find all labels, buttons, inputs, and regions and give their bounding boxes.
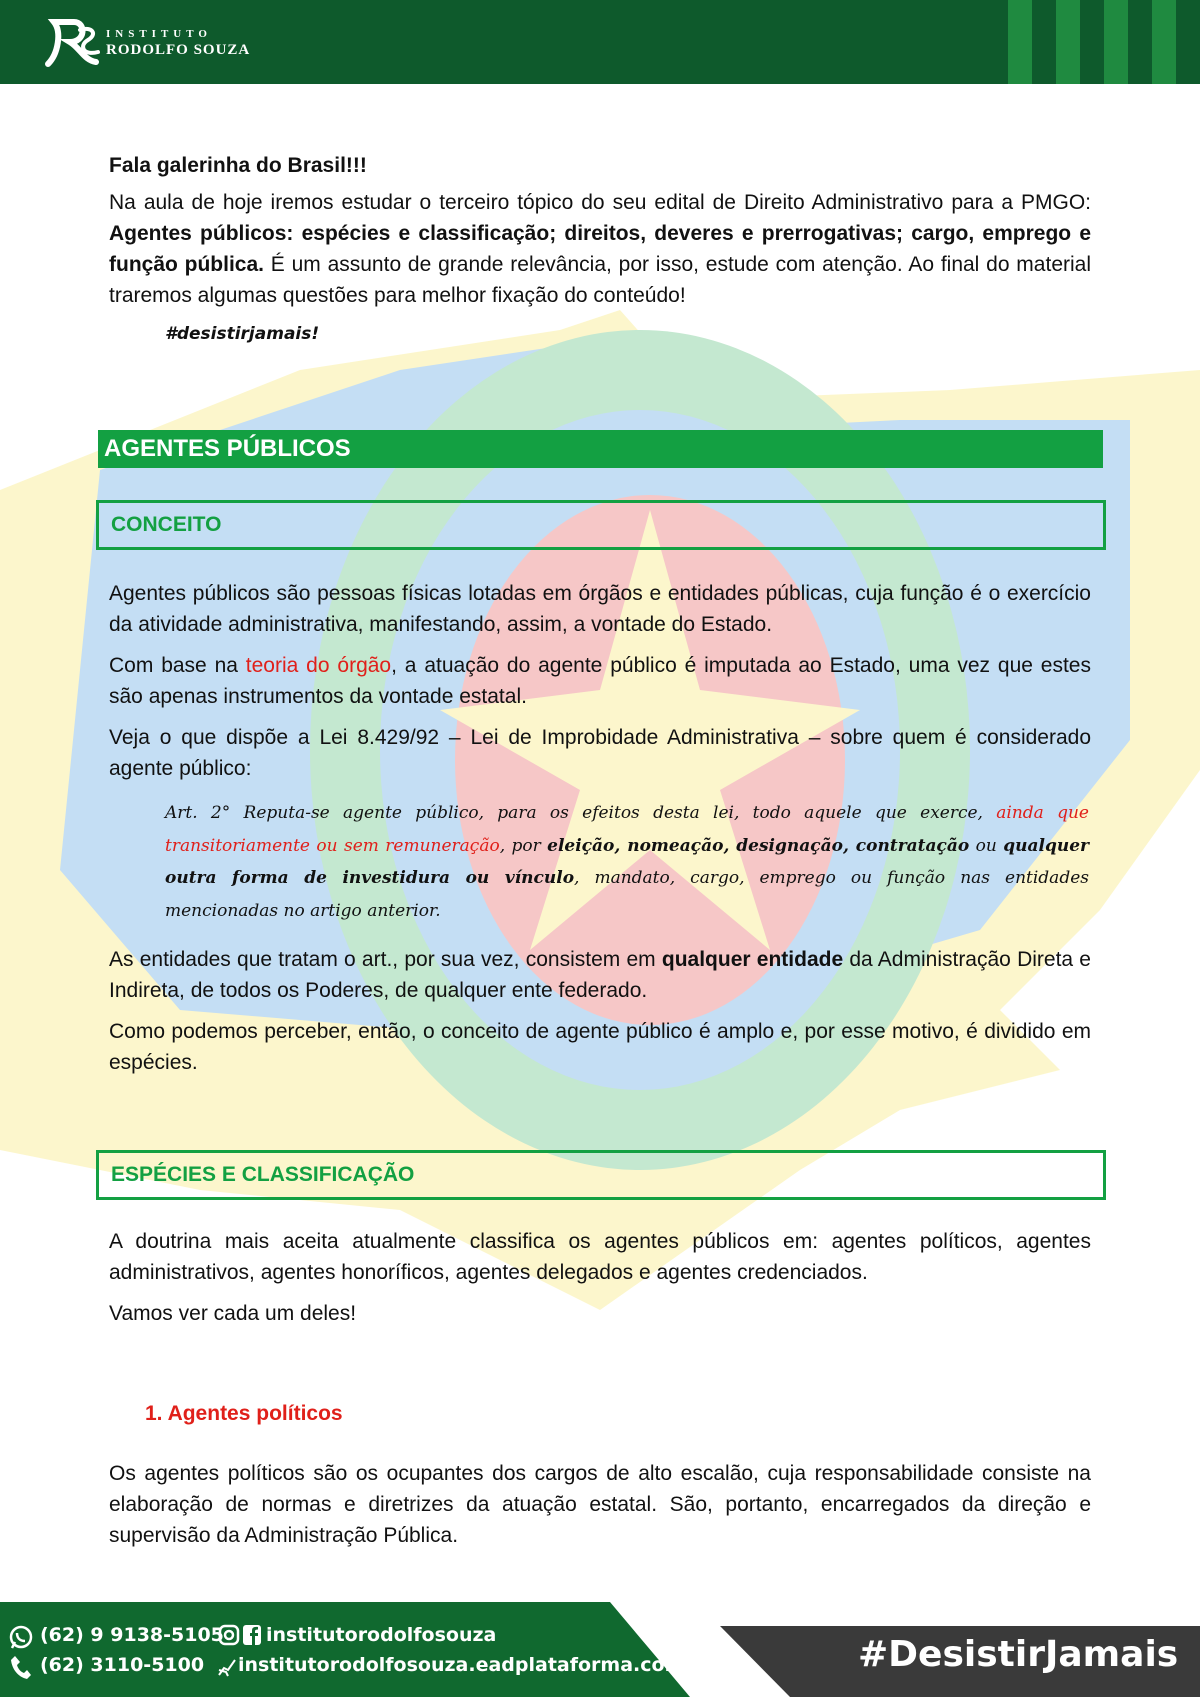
especies-heading: ESPÉCIES E CLASSIFICAÇÃO (96, 1150, 1106, 1200)
conceito-paragraph (109, 650, 1091, 712)
logo-title: RODOLFO SOUZA (106, 42, 251, 58)
quote-text: , mandato, cargo, emprego ou função nas entidades mencionadas no artigo anterior. (165, 868, 1089, 921)
politicos-heading: 1. Agentes políticos (145, 1402, 343, 1425)
greeting: Fala galerinha do Brasil!!! (109, 154, 367, 177)
quote-text: ou (969, 835, 1004, 856)
conceito-paragraph: Agentes públicos são pessoas físicas lotadas em órgãos e entidades públicas, cuja função é o exercício da atividade administrativa, manifestando, assim, a vontade do Estado. (109, 582, 1091, 636)
conceito-body (109, 578, 1091, 794)
header-stripe (1152, 0, 1176, 84)
especies-body (109, 1226, 1091, 1339)
phone-icon (10, 1654, 32, 1680)
instagram-icon (218, 1624, 240, 1646)
logo-subtitle: INSTITUTO (106, 28, 212, 40)
text-span: da Administração Direta e Indireta, de todos os Poderes, de qualquer ente federado. (109, 948, 1091, 1002)
logo-rs-icon (40, 12, 102, 72)
text-span: , a atuação do agente público é imputada ao Estado, uma vez que estes são apenas instrumentos da vontade estatal. (109, 654, 1091, 708)
highlight-text: teoria do órgão (245, 654, 392, 677)
law-quote (165, 797, 1089, 927)
header-stripe (1104, 0, 1128, 84)
footer-contact-panel (0, 1602, 690, 1697)
text-span: As entidades que tratam o art., por sua vez, consistem em (109, 948, 662, 971)
page-footer (0, 1602, 1200, 1697)
intro-text-end: É um assunto de grande relevância, por isso, estude com atenção. Ao final do material traremos algumas questões para melhor fixação do conteúdo! (109, 253, 1091, 307)
especies-paragraph: Vamos ver cada um deles! (109, 1302, 357, 1325)
especies-paragraph: A doutrina mais aceita atualmente classifica os agentes públicos em: agentes políticos, agentes administrativos, agentes honoríficos, agentes delegados e agentes credenciados. (109, 1230, 1091, 1284)
website-link[interactable]: institutorodolfosouza.eadplataforma.com (238, 1654, 685, 1676)
text-span: Com base na (109, 654, 246, 677)
facebook-icon (242, 1624, 262, 1646)
politicos-paragraph: Os agentes políticos são os ocupantes dos cargos de alto escalão, cuja responsabilidade consiste na elaboração de normas e diretrizes da atuação estatal. São, portanto, encarregados da direção e supervisão da Administração Pública. (109, 1462, 1091, 1547)
quote-bold: eleição, nomeação, designação, contratação (547, 835, 970, 856)
header-stripe (1008, 0, 1032, 84)
quote-text: , por (499, 835, 548, 856)
intro-text: Na aula de hoje iremos estudar o terceiro tópico do seu edital de Direito Administrativo para a PMGO: (109, 191, 1091, 214)
intro-paragraph (109, 187, 1091, 311)
conceito-body-2 (109, 944, 1091, 1088)
web-icon (216, 1656, 238, 1678)
quote-text: Art. 2° Reputa-se agente público, para os efeitos desta lei, todo aquele que exerce, (165, 803, 997, 823)
conceito-paragraph: Como podemos perceber, então, o conceito de agente público é amplo e, por esse motivo, é dividido em espécies. (109, 1020, 1091, 1074)
section-title: AGENTES PÚBLICOS (98, 430, 1103, 468)
intro-topic: Agentes públicos: espécies e classificação; direitos, deveres e prerrogativas; cargo, emprego e função pública. (109, 222, 1091, 276)
bold-text: qualquer entidade (661, 948, 844, 971)
conceito-paragraph (109, 944, 1091, 1006)
whatsapp-icon (8, 1624, 34, 1650)
intro-hashtag: #desistirjamais! (165, 324, 320, 344)
header-stripe (1056, 0, 1080, 84)
intro-section (109, 150, 1091, 347)
conceito-heading: CONCEITO (96, 500, 1106, 550)
social-handle[interactable]: institutorodolfosouza (266, 1624, 497, 1646)
quote-bold: qualquer outra forma de investidura ou vínculo (165, 835, 1089, 888)
footer-hashtag: #DesistirJamais (858, 1634, 1179, 1675)
politicos-body (109, 1458, 1091, 1561)
phone-number[interactable]: (62) 3110-5100 (40, 1654, 205, 1676)
conceito-paragraph: Veja o que dispõe a Lei 8.429/92 – Lei de Improbidade Administrativa – sobre quem é considerado agente público: (109, 726, 1091, 780)
page-header (0, 0, 1200, 84)
quote-highlight: ainda que transitoriamente ou sem remuneração (165, 803, 1089, 856)
whatsapp-number[interactable]: (62) 9 9138-5105 (40, 1624, 224, 1646)
